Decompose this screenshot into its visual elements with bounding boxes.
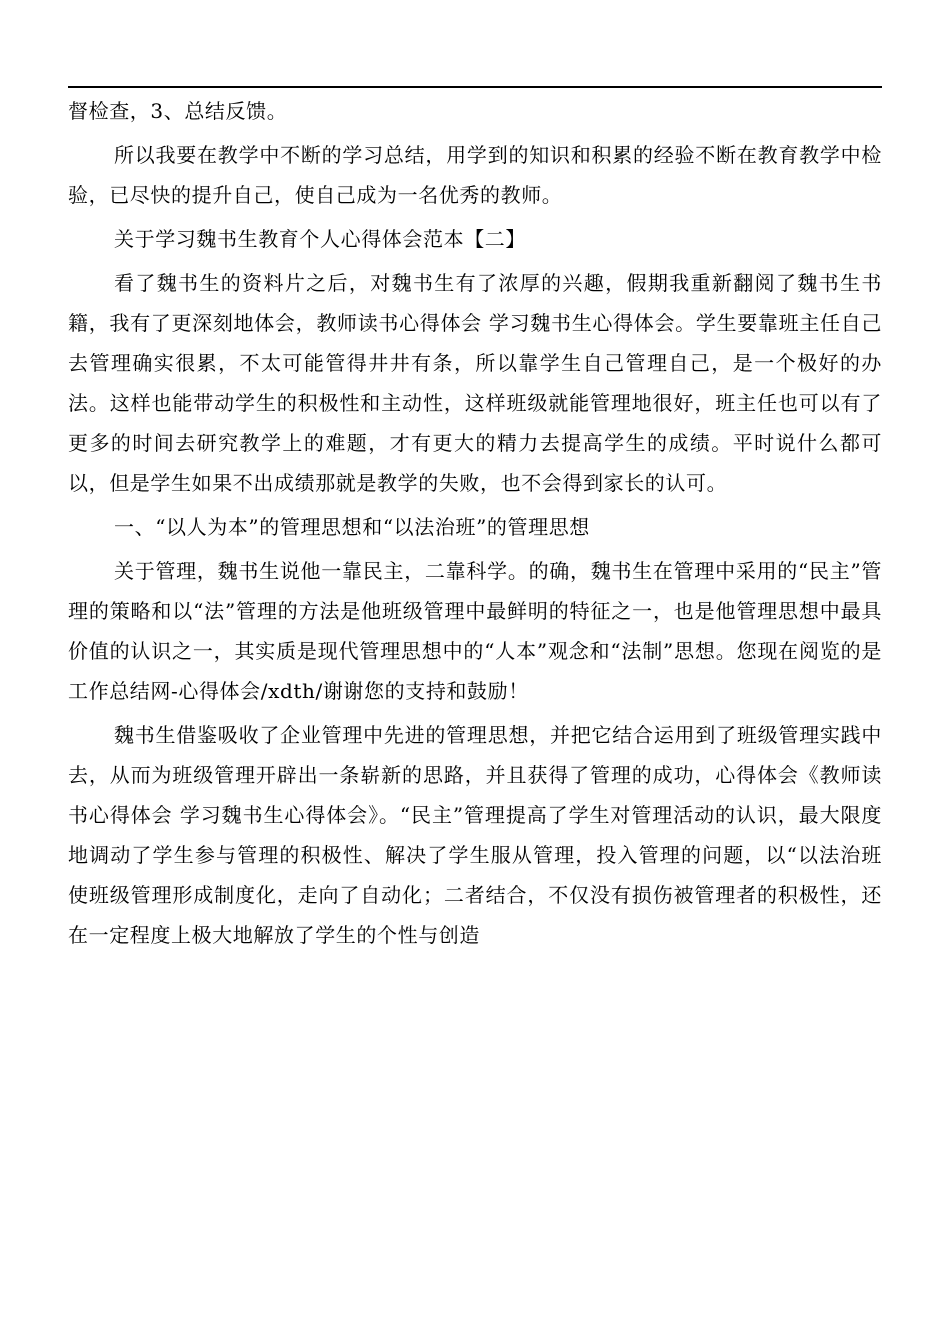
paragraph-4: 看了魏书生的资料片之后，对魏书生有了浓厚的兴趣，假期我重新翻阅了魏书生书籍，我有了更深刻地体会，教师读书心得体会 学习魏书生心得体会。学生要靠班主任自己去管理确实很累，不太可能管得井井有条，所以靠学生自己管理自己，是一个极好的办法。这样也能带动学生的积极性和主动性，这样班级就能管理地很好，班主任也可以有了更多的时间去研究教学上的难题，才有更大的精力去提高学生的成绩。平时说什么都可以，但是学生如果不出成绩那就是教学的失败，也不会得到家长的认可。 [68,271,882,495]
document-body [68,91,882,959]
subheading-1: 一、“以人为本”的管理思想和“以法治班”的管理思想 [114,515,590,539]
paragraph-1: 督检查，3、总结反馈。 [68,99,288,123]
paragraph-7: 魏书生借鉴吸收了企业管理中先进的管理思想，并把它结合运用到了班级管理实践中去，从而为班级管理开辟出一条崭新的思路，并且获得了管理的成功，心得体会《教师读书心得体会 学习魏书生心得体会》。“民主”管理提高了学生对管理活动的认识，最大限度地调动了学生参与管理的积极性、解决了学生服从管理，投入管理的问题，以“以法治班使班级管理形成制度化，走向了自动化；二者结合，不仅没有损伤被管理者的积极性，还在一定程度上极大地解放了学生的个性与创造 [68,723,882,947]
paragraph-2: 所以我要在教学中不断的学习总结，用学到的知识和积累的经验不断在教育教学中检验，已尽快的提升自己，使自己成为一名优秀的教师。 [68,143,882,207]
paragraph-6: 关于管理，魏书生说他一靠民主，二靠科学。的确，魏书生在管理中采用的“民主”管理的策略和以“法”管理的方法是他班级管理中最鲜明的特征之一，也是他管理思想中最具价值的认识之一，其实质是现代管理思想中的“人本”观念和“法制”思想。您现在阅览的是工作总结网-心得体会/xdth/谢谢您的支持和鼓励！ [68,559,882,703]
header-rule [68,86,882,88]
section-heading-2: 关于学习魏书生教育个人心得体会范本【二】 [114,227,526,251]
